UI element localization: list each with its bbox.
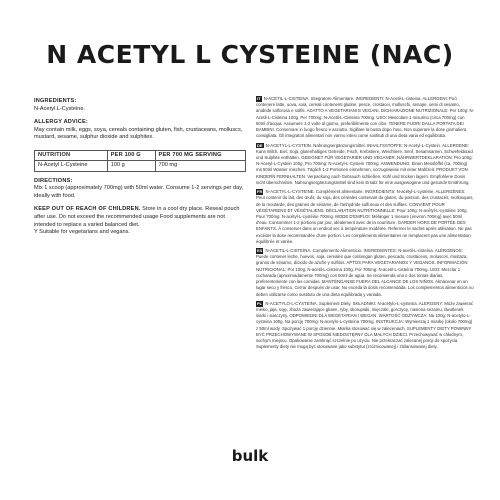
directions-header: DIRECTIONS: [34,177,73,184]
nutrition-row [35,161,246,172]
bulk-logo: bulk [231,447,269,465]
spanish-flag-badge: ES [257,248,263,254]
ingredients-text: N-Acetyl L-Cysteine. [34,105,85,112]
allergy-text: May contain milk, eggs, soya, cereals containing gluten, fish, crustaceans, molluscs, mustard, sesame, sulphur dioxide and sulphites. [34,126,243,141]
polish-text: N-ACETYLO-L-CYSTEINA. Suplement Diety. SKŁADNIKI: N-acetylo-L-cysteina. ALERGENY: Może zawierać mleko, jaja, soję, zboża zawierające gluten, ryby, skorupiaki, mięczaki, gorczycę, nasiona sezamu, dwutlenek siarki i siarczyny. ODPOWIEDNI DLA WEGETARIAN I WEGAN. WARTOŚĆ ODŻYWCZA: Na 100g: N-acetylo-L-cysteina 100g. Na porcję 700mg: N-acetylo-L-cysteina 700mg. INSTRUKCJA: Wymieszaj 1 miarkę (około 700mg) z 50ml wody. Spożywać 1 porcję dziennie. Miarka stosować się w zaleceniach. SUPLEMENTY DIETY POWINNY BYĆ PRZECHOWYWANE W SPOSÓB NIEDOSTĘPNY DLA MAŁYCH DZIECI. Przechowywać w chłodnym, suchym miejscu. Opakowanie zamknąć szczelnie po użyciu. Nie przekraczać zalecanej porcji do spożycia. Suplementy diety nie mogą być stosowane jako substytut (zróżnicowanej) i zbilansowanej diety. [256,300,473,350]
german-text: N-ACETYL-L-CYSTEIN. Nahrungsergänzungsmittel. INHALTSSTOFFE: N-Acetyl-L-Cystein. ALLERGENE: Kann Milch, Eier, Soja, glutenhaltiges Getreide, Fisch, Krebstiere, Weichtiere, Senf, Sesamsamen, Schwefeldioxid und Sulphite enthalten. GEEIGNET FÜR VEGETARIER UND VEGANER. NÄHRWERTDEKLARATION: Pro 100g: N-Acetyl-L-Cystein 100g. Pro 700mg: N-Acetyl-L-Cystein 700mg. ANWENDUNG: Einen Messlöffel (ca. 700mg) mit 50ml Wasser mischen. Täglich 1-2 Portionen einnehmen, vorzugsweise mit einer Mahlzeit. PRODUKT VON KINDERN FERNHALTEN. Verpackung nach Gebrauch schließen. Kühl und trocken lagern. Empfohlene Dosis nicht überschreiten. Nahrungsergänzungsmittel sind kein Ersatz für eine ausgewogene und gesunde Ernährung. [256,142,473,185]
product-title: N ACETYL L CYSTEINE (NAC) [46,40,454,69]
nutrient-per-100g: 100 g [107,161,155,172]
spanish-text: N-ACETIL-L-CISTEÍNA. Complemento Alimenticio. INGREDIENTES: N-acetil-L-cisteína. ALÉRGENOS: Puede contener leche, huevos, soja, cereales que contengan gluten, pescado, crustáceos, moluscos, mostaza, granos de sésamo, dióxido de azufre y sulfitos. APTOS PARA VEGETARIANOS Y VEGANOS. INFORMACIÓN NUTRICIONAL: Por 100g: N-acetil-L-cisteína 100g. Por 700mg: N-acetil-L-cisteína 700mg. USO: Mezclar 1 cucharada (aproximadamente 700mg) con 50ml de agua. Se recomienda una o dos tomas diarias, preferentemente con las comidas. MANTÉNGANSE FUERA DEL ALCANCE DE LOS NIÑOS. Almacenar en un lugar seco y fresco. Cerrar después de usar. No exceda la dosis recomendada. Los complementos alimenticios no deben utilizarse como sustituto de una dieta equilibrada y variada. [256,248,474,297]
german-section [256,143,474,187]
storage-header: KEEP OUT OF REACH OF CHILDREN. [34,206,141,213]
storage-block [34,206,244,229]
nutrient-name: N-Acetyl L-Cysteine [35,161,108,172]
translations-panel [256,96,474,354]
vegan-text: Y Suitable for vegetarians and vegans. [34,229,130,236]
polish-flag-badge: PL [257,300,263,306]
allergy-header: ALLERGY ADVICE: [34,119,88,126]
italian-text: N-ACETIL-L-CISTEINA. Integratore Alimentare. INGREDIENTI: N-Acetil-L-cisteina. ALLERGENI: Può contenere latte, uova, soia, cereali contenenti glutine, pesce, crostacei, molluschi, senape, semi di sesamo, anidride solforosa e solfiti. ADATTO A VEGETARIANI E VEGANI. DICHIARAZIONE NUTRIZIONALE: Per 100g: N-Acetil-L-Cisteina 100g. Per 700mg: N-Acetil-L-Cisteina 700mg. USO: Mescolare 1 misurino (circa 700mg) con 50ml d'acqua. Assumere 1-2 volte al giorno, preferibilmente con cibo. TENERE FUORI DALLA PORTATA DEI BAMBINI. Conservare in luogo fresco e asciutto. Sigillare la busta dopo l'uso. Non superare la dose giornaliera consigliata. Gli integratori alimentari non vanno intesi come sostituti di una dieta varia ed equilibrata. [256,96,475,139]
storage-text: Store in a cool dry place. Reseal pouch after use. Do not exceed the recommended usage Food supplements are not intended to replace a varied balanced diet. [34,206,240,228]
italian-flag-badge: IT [257,96,261,101]
english-label-panel [34,98,244,237]
german-flag-badge: DE [257,142,263,148]
directions-text: Mix 1 scoop (approximately 700mg) with 50ml water. Consume 1-2 servings per day, ideally with food. [34,185,244,199]
nutrition-col-header: NUTRITION [35,150,108,161]
french-text: N-ACETYL-L-CYSTEINE. Complément alimentaire. INGRÉDIENTS: N-acétyl-L-cystéine. ALLERGÈNES: Peut contenir du lait, des œufs, du soja, des céréales contenant du gluten, du poisson, des crustacés, mollusques, de la moutarde, des graines de sésame, de l'anhydride sulfureux et des sulfites. CONVIENT POUR VÉGÉTARIENS ET VÉGÉTALIENS. DÉCLARATION NUTRITIONNELLE: Pour 100g: N-acétyl-L-cystéine 100g. Pour 700mg: N-acétyl-L-cystéine 700mg. MODE D'EMPLOI: Mélanger 1 mesure (environ 700mg) avec 50ml d'eau. Consommer 1-2 portions par jour, idéalement avec de la nourriture. GARDER HORS DE PORTÉE DES ENFANTS. À conserver dans un endroit sec à température modérée. Refermer le sachet après utilisation. Ne pas excéder la dose recommandée d'une portion. Les compléments alimentaires ne remplacent pas une alimentation équilibrée et variée. [256,189,474,244]
nutrition-table [34,150,246,172]
ingredients-header: INGREDIENTS: [34,98,77,104]
per-100g-header: PER 100 G [107,150,155,161]
nutrient-per-serving: 700 mg [155,161,245,172]
italian-section [256,96,474,140]
nutrition-header-row [35,150,246,161]
french-section [256,189,474,245]
spanish-section [256,248,474,298]
polish-section [256,301,474,351]
per-serving-header: PER 700 MG SERVING [155,150,245,161]
french-flag-badge: FR [257,189,263,195]
